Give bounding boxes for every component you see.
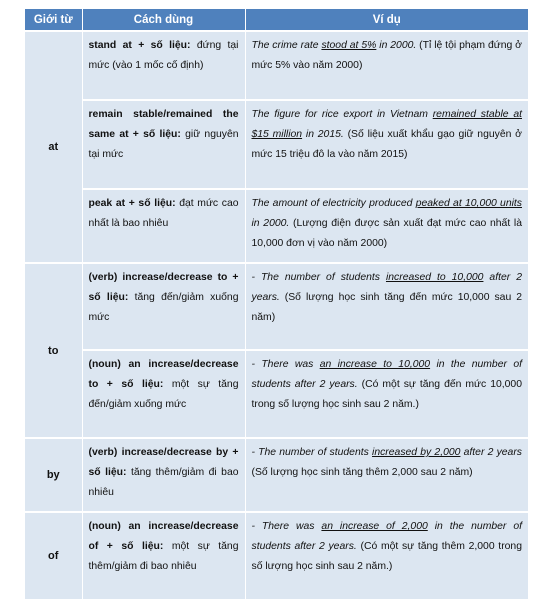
example-text: in 2000.: [376, 40, 417, 51]
example-text: - The number of students: [251, 272, 386, 283]
example-highlight: an increase of 2,000: [321, 521, 428, 532]
usage-cell: [82, 512, 245, 599]
usage-cell: [82, 438, 245, 512]
header-usage: Cách dùng: [82, 9, 245, 31]
preposition-table: [25, 9, 528, 599]
example-translation: (Tỉ lệ tội phạm đứng ở mức 5% vào năm 2000): [251, 40, 522, 71]
example-highlight: increased by 2,000: [372, 447, 461, 458]
example-highlight: stood at 5%: [321, 40, 377, 51]
usage-cell: [82, 100, 245, 189]
table-row: [25, 438, 528, 512]
preposition-table-container: [25, 9, 528, 599]
usage-meaning: một sự tăng thêm/giảm đi bao nhiêu: [88, 541, 239, 572]
example-cell: [245, 100, 528, 189]
usage-pattern: (noun) an increase/decrease to + số liệu:: [88, 359, 239, 390]
example-text: after 2 years.: [251, 272, 522, 303]
usage-pattern: (verb) increase/decrease by + số liệu:: [88, 447, 239, 478]
table-row: [25, 100, 528, 189]
example-cell: [245, 31, 528, 100]
usage-pattern: (noun) an increase/decrease of + số liệu:: [88, 521, 239, 552]
table-row: [25, 512, 528, 599]
usage-pattern: (verb) increase/decrease to + số liệu:: [88, 272, 239, 303]
usage-cell: [82, 350, 245, 438]
example-highlight: remained stable at $15 million: [251, 109, 522, 140]
example-text: The crime rate: [251, 40, 322, 51]
example-translation: (Số liệu xuất khẩu gạo giữ nguyên ở mức 15 triệu đô la vào năm 2015): [251, 129, 522, 160]
example-cell: [245, 263, 528, 350]
example-translation: (Có một sự tăng đến mức 10,000 trong số lượng học sinh sau 2 năm.): [251, 379, 522, 410]
header-preposition: Giới từ: [25, 9, 82, 31]
usage-meaning: một sự tăng đến/giảm xuống mức: [88, 379, 239, 410]
table-row: [25, 189, 528, 263]
example-text: - There was: [251, 359, 320, 370]
usage-meaning: đạt mức cao nhất là bao nhiêu: [88, 198, 239, 229]
example-text: after 2 years: [460, 447, 522, 458]
usage-meaning: tăng thêm/giảm đi bao nhiêu: [88, 467, 239, 498]
usage-cell: [82, 263, 245, 350]
table-row: [25, 31, 528, 100]
example-highlight: an increase to 10,000: [319, 359, 431, 370]
usage-cell: [82, 189, 245, 263]
example-text: in 2000.: [251, 218, 290, 229]
example-text: - The number of students: [251, 447, 373, 458]
usage-meaning: tăng đến/giảm xuống mức: [88, 292, 239, 323]
example-text: - There was: [251, 521, 322, 532]
example-text: in the number of students after 2 years.: [251, 359, 522, 390]
example-cell: [245, 438, 528, 512]
example-highlight: increased to 10,000: [385, 272, 484, 283]
preposition-of: of: [25, 512, 82, 599]
usage-pattern: stand at + số liệu:: [88, 40, 191, 51]
header-example: Ví dụ: [245, 9, 528, 31]
example-text: The amount of electricity produced: [251, 198, 416, 209]
example-cell: [245, 189, 528, 263]
preposition-to: to: [25, 263, 82, 438]
example-translation: (Lượng điện được sản xuất đạt mức cao nhất là 10,000 đơn vị vào năm 2000): [251, 218, 522, 249]
preposition-by: by: [25, 438, 82, 512]
table-row: [25, 350, 528, 438]
usage-pattern: remain stable/remained the same at + số liệu:: [88, 109, 239, 140]
usage-pattern: peak at + số liệu:: [88, 198, 176, 209]
usage-meaning: đứng tại mức (vào 1 mốc cố định): [88, 40, 239, 71]
example-text: in the number of students after 2 years.: [251, 521, 522, 552]
example-text: The figure for rice export in Vietnam: [251, 109, 433, 120]
table-row: [25, 263, 528, 350]
preposition-at: at: [25, 31, 82, 263]
example-text: in 2015.: [302, 129, 344, 140]
example-translation: (Có một sự tăng thêm 2,000 trong số lượng học sinh sau 2 năm.): [251, 541, 522, 572]
example-cell: [245, 512, 528, 599]
header-row: [25, 9, 528, 31]
example-cell: [245, 350, 528, 438]
usage-cell: [82, 31, 245, 100]
example-highlight: peaked at 10,000 units: [415, 198, 522, 209]
usage-meaning: giữ nguyên tại mức: [88, 129, 239, 160]
example-translation: (Số lượng học sinh tăng đến mức 10,000 sau 2 năm): [251, 292, 522, 323]
example-translation: (Số lượng học sinh tăng thêm 2,000 sau 2 năm): [251, 467, 473, 478]
